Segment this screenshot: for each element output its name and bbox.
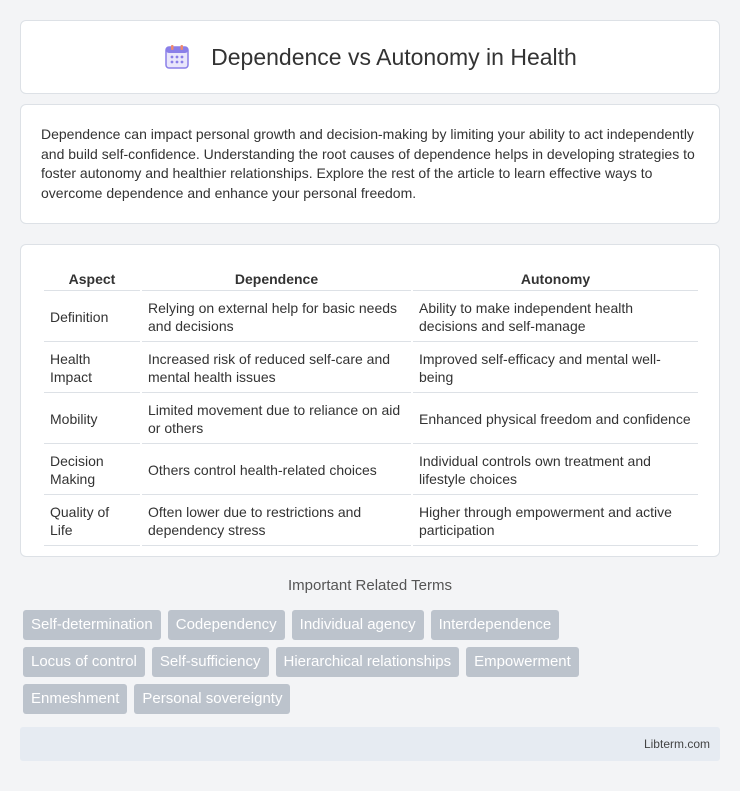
cell-autonomy: Higher through empowerment and active participation xyxy=(413,497,698,546)
page-title: Dependence vs Autonomy in Health xyxy=(211,43,577,70)
cell-aspect: Definition xyxy=(44,293,140,342)
related-term-tag[interactable]: Locus of control xyxy=(23,647,145,677)
cell-aspect: Health Impact xyxy=(44,344,140,393)
calendar-icon xyxy=(163,43,191,71)
cell-aspect: Quality of Life xyxy=(44,497,140,546)
table-row xyxy=(44,293,698,342)
cell-aspect: Mobility xyxy=(44,395,140,444)
table-row xyxy=(44,395,698,444)
cell-aspect: Decision Making xyxy=(44,446,140,495)
cell-dependence: Limited movement due to reliance on aid or others xyxy=(142,395,411,444)
related-term-tag[interactable]: Empowerment xyxy=(466,647,579,677)
table-row xyxy=(44,446,698,495)
table-row xyxy=(44,497,698,546)
related-term-tag[interactable]: Codependency xyxy=(168,610,285,640)
related-terms-list xyxy=(23,610,623,721)
title-card xyxy=(20,20,720,94)
related-terms-title: Important Related Terms xyxy=(288,577,452,594)
related-term-tag[interactable]: Hierarchical relationships xyxy=(276,647,460,677)
cell-dependence: Increased risk of reduced self-care and mental health issues xyxy=(142,344,411,393)
intro-card xyxy=(20,104,720,224)
related-term-tag[interactable]: Individual agency xyxy=(292,610,424,640)
cell-autonomy: Enhanced physical freedom and confidence xyxy=(413,395,698,444)
cell-autonomy: Individual controls own treatment and lifestyle choices xyxy=(413,446,698,495)
header-autonomy: Autonomy xyxy=(413,267,698,291)
related-term-tag[interactable]: Self-determination xyxy=(23,610,161,640)
cell-dependence: Others control health-related choices xyxy=(142,446,411,495)
related-term-tag[interactable]: Self-sufficiency xyxy=(152,647,269,677)
cell-dependence: Often lower due to restrictions and dependency stress xyxy=(142,497,411,546)
cell-autonomy: Improved self-efficacy and mental well-being xyxy=(413,344,698,393)
footer-site-link[interactable]: Libterm.com xyxy=(643,737,710,751)
comparison-table-card xyxy=(20,244,720,557)
footer xyxy=(20,727,720,761)
header-aspect: Aspect xyxy=(44,267,140,291)
related-term-tag[interactable]: Interdependence xyxy=(431,610,560,640)
related-term-tag[interactable]: Enmeshment xyxy=(23,684,127,714)
intro-text: Dependence can impact personal growth and decision-making by limiting your ability to act independently and build self-confidence. Understanding the root causes of dependence helps in developing strategies to foster autonomy and healthier relationships. Explore the rest of the article to learn effective ways to overcome dependence and enhance your personal freedom. xyxy=(41,126,695,201)
header-dependence: Dependence xyxy=(142,267,411,291)
cell-autonomy: Ability to make independent health decisions and self-manage xyxy=(413,293,698,342)
cell-dependence: Relying on external help for basic needs and decisions xyxy=(142,293,411,342)
table-header-row xyxy=(44,267,698,291)
comparison-table xyxy=(42,265,700,548)
related-term-tag[interactable]: Personal sovereignty xyxy=(134,684,290,714)
table-row xyxy=(44,344,698,393)
